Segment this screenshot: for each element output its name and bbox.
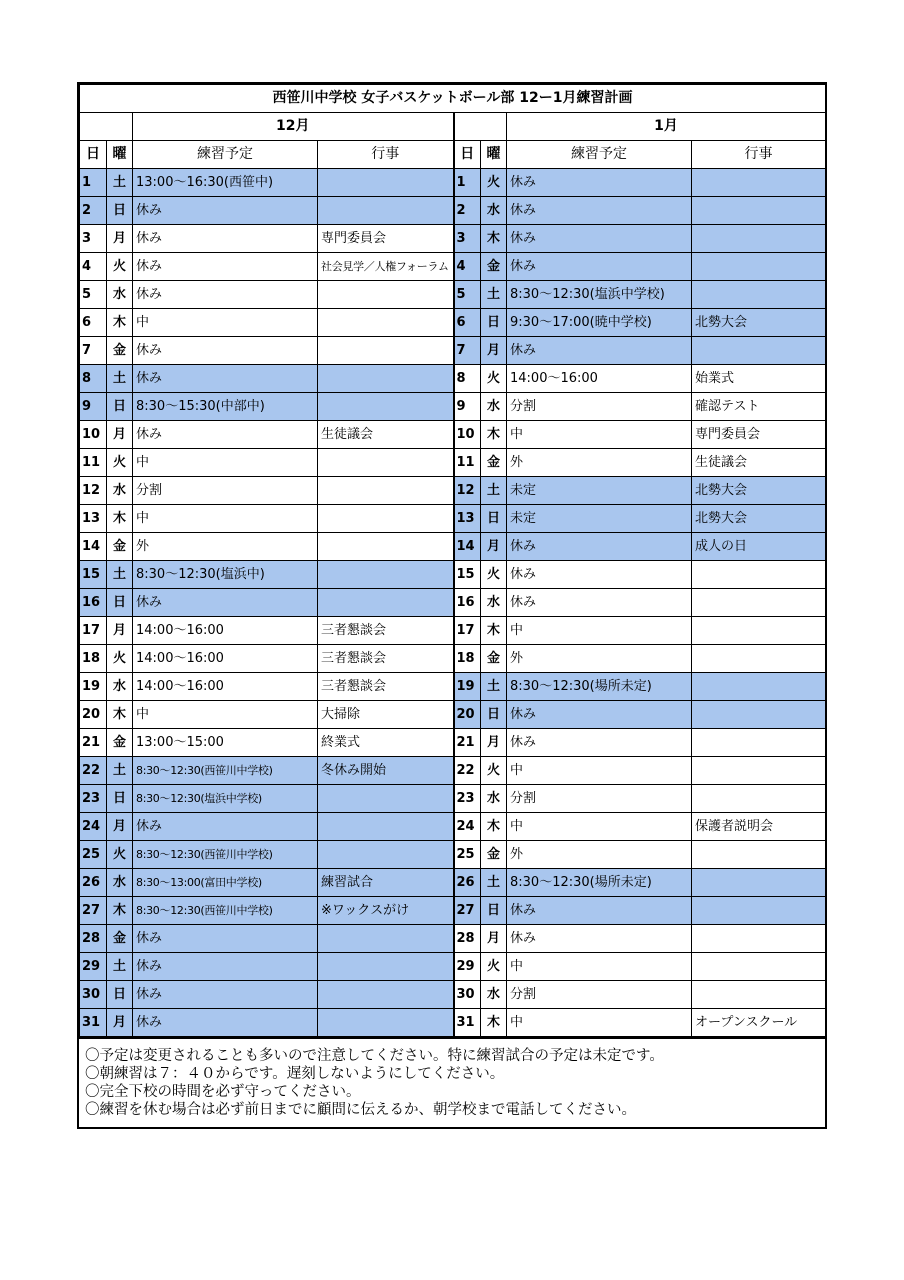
dec-practice-plan: 休み (133, 925, 318, 953)
dec-practice-plan: 中 (133, 505, 318, 533)
dec-practice-plan: 13:00～16:30(西笹中) (133, 169, 318, 197)
jan-practice-plan: 休み (507, 589, 692, 617)
jan-day: 11 (454, 449, 481, 477)
jan-day: 24 (454, 813, 481, 841)
jan-event (692, 729, 826, 757)
jan-practice-plan: 休み (507, 701, 692, 729)
jan-event (692, 701, 826, 729)
table-row (80, 841, 826, 869)
jan-weekday: 木 (481, 617, 507, 645)
dec-practice-plan: 外 (133, 533, 318, 561)
practice-schedule-sheet (77, 82, 827, 1129)
dec-day: 10 (80, 421, 107, 449)
jan-event (692, 785, 826, 813)
month-spacer (454, 113, 507, 141)
jan-event (692, 925, 826, 953)
dec-practice-plan: 分割 (133, 477, 318, 505)
jan-day: 5 (454, 281, 481, 309)
dec-event (318, 953, 454, 981)
dec-event (318, 1009, 454, 1037)
jan-day: 7 (454, 337, 481, 365)
note-line: 〇完全下校の時間を必ず守ってください。 (85, 1084, 361, 1100)
jan-practice-plan: 中 (507, 1009, 692, 1037)
jan-weekday: 土 (481, 281, 507, 309)
jan-event: オープンスクール (692, 1009, 826, 1037)
header-plan: 練習予定 (507, 141, 692, 169)
jan-weekday: 木 (481, 225, 507, 253)
jan-practice-plan: 8:30～12:30(塩浜中学校) (507, 281, 692, 309)
table-row (80, 477, 826, 505)
dec-weekday: 金 (107, 337, 133, 365)
dec-weekday: 日 (107, 393, 133, 421)
table-row (80, 701, 826, 729)
jan-weekday: 金 (481, 841, 507, 869)
dec-practice-plan: 8:30～12:30(西笹川中学校) (133, 897, 318, 925)
dec-weekday: 月 (107, 617, 133, 645)
jan-day: 12 (454, 477, 481, 505)
dec-event: 三者懇談会 (318, 645, 454, 673)
table-row (80, 925, 826, 953)
table-row (80, 953, 826, 981)
dec-weekday: 月 (107, 1009, 133, 1037)
dec-weekday: 土 (107, 953, 133, 981)
jan-practice-plan: 分割 (507, 981, 692, 1009)
dec-day: 30 (80, 981, 107, 1009)
jan-event (692, 841, 826, 869)
dec-weekday: 日 (107, 785, 133, 813)
dec-practice-plan: 8:30～12:30(西笹川中学校) (133, 757, 318, 785)
jan-practice-plan: 8:30～12:30(場所未定) (507, 869, 692, 897)
jan-day: 10 (454, 421, 481, 449)
jan-practice-plan: 休み (507, 197, 692, 225)
dec-event: 三者懇談会 (318, 617, 454, 645)
dec-practice-plan: 14:00～16:00 (133, 645, 318, 673)
jan-practice-plan: 未定 (507, 505, 692, 533)
dec-event (318, 365, 454, 393)
jan-practice-plan: 休み (507, 225, 692, 253)
dec-practice-plan: 休み (133, 337, 318, 365)
dec-weekday: 月 (107, 225, 133, 253)
jan-event (692, 897, 826, 925)
dec-event: 専門委員会 (318, 225, 454, 253)
dec-day: 31 (80, 1009, 107, 1037)
table-row (80, 673, 826, 701)
dec-day: 23 (80, 785, 107, 813)
jan-event (692, 617, 826, 645)
dec-practice-plan: 8:30～12:30(西笹川中学校) (133, 841, 318, 869)
dec-weekday: 月 (107, 813, 133, 841)
dec-weekday: 土 (107, 561, 133, 589)
jan-practice-plan: 休み (507, 925, 692, 953)
notes-section (79, 1037, 825, 1127)
jan-event (692, 337, 826, 365)
page-title: 西笹川中学校 女子バスケットボール部 12ー1月練習計画 (80, 85, 826, 113)
jan-weekday: 月 (481, 533, 507, 561)
jan-day: 19 (454, 673, 481, 701)
jan-event (692, 561, 826, 589)
dec-practice-plan: 休み (133, 365, 318, 393)
jan-event: 専門委員会 (692, 421, 826, 449)
dec-event: 終業式 (318, 729, 454, 757)
jan-event (692, 281, 826, 309)
dec-event (318, 561, 454, 589)
dec-event: 練習試合 (318, 869, 454, 897)
jan-practice-plan: 分割 (507, 393, 692, 421)
jan-weekday: 金 (481, 253, 507, 281)
dec-weekday: 土 (107, 757, 133, 785)
dec-day: 21 (80, 729, 107, 757)
jan-practice-plan: 分割 (507, 785, 692, 813)
jan-weekday: 水 (481, 589, 507, 617)
jan-practice-plan: 休み (507, 169, 692, 197)
table-row (80, 421, 826, 449)
dec-event: 大掃除 (318, 701, 454, 729)
dec-practice-plan: 休み (133, 1009, 318, 1037)
jan-event (692, 169, 826, 197)
header-plan: 練習予定 (133, 141, 318, 169)
jan-weekday: 土 (481, 477, 507, 505)
dec-day: 22 (80, 757, 107, 785)
jan-day: 1 (454, 169, 481, 197)
jan-weekday: 火 (481, 757, 507, 785)
table-row (80, 449, 826, 477)
dec-day: 26 (80, 869, 107, 897)
dec-weekday: 木 (107, 897, 133, 925)
dec-weekday: 水 (107, 477, 133, 505)
dec-weekday: 木 (107, 701, 133, 729)
dec-weekday: 金 (107, 533, 133, 561)
dec-day: 17 (80, 617, 107, 645)
dec-event (318, 981, 454, 1009)
jan-weekday: 火 (481, 365, 507, 393)
dec-day: 29 (80, 953, 107, 981)
jan-day: 28 (454, 925, 481, 953)
table-row (80, 309, 826, 337)
dec-day: 14 (80, 533, 107, 561)
table-row (80, 981, 826, 1009)
table-row (80, 281, 826, 309)
dec-weekday: 金 (107, 925, 133, 953)
dec-weekday: 火 (107, 841, 133, 869)
dec-day: 2 (80, 197, 107, 225)
month-december: 12月 (133, 113, 454, 141)
jan-weekday: 金 (481, 449, 507, 477)
dec-event: 冬休み開始 (318, 757, 454, 785)
dec-event (318, 589, 454, 617)
jan-weekday: 木 (481, 813, 507, 841)
jan-weekday: 日 (481, 309, 507, 337)
jan-weekday: 水 (481, 981, 507, 1009)
jan-day: 9 (454, 393, 481, 421)
dec-event (318, 813, 454, 841)
jan-weekday: 土 (481, 673, 507, 701)
dec-practice-plan: 休み (133, 981, 318, 1009)
dec-weekday: 金 (107, 729, 133, 757)
dec-practice-plan: 休み (133, 953, 318, 981)
jan-day: 27 (454, 897, 481, 925)
table-row (80, 729, 826, 757)
dec-weekday: 木 (107, 309, 133, 337)
jan-practice-plan: 休み (507, 729, 692, 757)
dec-practice-plan: 休み (133, 813, 318, 841)
header-dow: 曜 (107, 141, 133, 169)
dec-weekday: 水 (107, 673, 133, 701)
jan-practice-plan: 休み (507, 561, 692, 589)
dec-practice-plan: 中 (133, 309, 318, 337)
note-line: 〇朝練習は７：４０からです。遅刻しないようにしてください。 (85, 1066, 505, 1082)
jan-practice-plan: 14:00～16:00 (507, 365, 692, 393)
jan-practice-plan: 中 (507, 757, 692, 785)
jan-day: 16 (454, 589, 481, 617)
dec-practice-plan: 13:00～15:00 (133, 729, 318, 757)
jan-practice-plan: 8:30～12:30(場所未定) (507, 673, 692, 701)
jan-day: 21 (454, 729, 481, 757)
jan-practice-plan: 中 (507, 813, 692, 841)
jan-event: 保護者説明会 (692, 813, 826, 841)
jan-day: 26 (454, 869, 481, 897)
dec-practice-plan: 中 (133, 701, 318, 729)
dec-day: 25 (80, 841, 107, 869)
dec-practice-plan: 8:30～12:30(塩浜中) (133, 561, 318, 589)
dec-weekday: 月 (107, 421, 133, 449)
jan-event (692, 673, 826, 701)
jan-weekday: 火 (481, 953, 507, 981)
dec-weekday: 水 (107, 869, 133, 897)
jan-practice-plan: 休み (507, 253, 692, 281)
dec-practice-plan: 休み (133, 421, 318, 449)
jan-event (692, 869, 826, 897)
dec-event (318, 281, 454, 309)
jan-day: 15 (454, 561, 481, 589)
dec-practice-plan: 8:30～12:30(塩浜中学校) (133, 785, 318, 813)
jan-practice-plan: 外 (507, 841, 692, 869)
dec-weekday: 日 (107, 981, 133, 1009)
jan-day: 23 (454, 785, 481, 813)
dec-event (318, 841, 454, 869)
jan-event: 生徒議会 (692, 449, 826, 477)
jan-event (692, 953, 826, 981)
table-row (80, 533, 826, 561)
jan-practice-plan: 外 (507, 645, 692, 673)
dec-day: 1 (80, 169, 107, 197)
table-row (80, 589, 826, 617)
jan-day: 6 (454, 309, 481, 337)
dec-day: 27 (80, 897, 107, 925)
jan-day: 8 (454, 365, 481, 393)
jan-weekday: 木 (481, 421, 507, 449)
jan-day: 22 (454, 757, 481, 785)
table-row (80, 813, 826, 841)
dec-event: ※ワックスがけ (318, 897, 454, 925)
jan-event: 北勢大会 (692, 309, 826, 337)
dec-event (318, 785, 454, 813)
dec-weekday: 火 (107, 645, 133, 673)
dec-weekday: 日 (107, 589, 133, 617)
dec-day: 19 (80, 673, 107, 701)
dec-weekday: 木 (107, 505, 133, 533)
header-event: 行事 (318, 141, 454, 169)
dec-event (318, 505, 454, 533)
jan-event (692, 981, 826, 1009)
jan-event (692, 197, 826, 225)
dec-event (318, 477, 454, 505)
dec-practice-plan: 休み (133, 589, 318, 617)
dec-day: 4 (80, 253, 107, 281)
jan-event (692, 589, 826, 617)
table-row (80, 561, 826, 589)
dec-event (318, 337, 454, 365)
dec-day: 13 (80, 505, 107, 533)
table-row (80, 253, 826, 281)
dec-day: 15 (80, 561, 107, 589)
jan-weekday: 月 (481, 925, 507, 953)
dec-day: 24 (80, 813, 107, 841)
dec-day: 18 (80, 645, 107, 673)
dec-day: 7 (80, 337, 107, 365)
table-row (80, 1009, 826, 1037)
jan-event (692, 757, 826, 785)
dec-practice-plan: 休み (133, 225, 318, 253)
jan-day: 31 (454, 1009, 481, 1037)
table-row (80, 337, 826, 365)
schedule-table (79, 84, 826, 1037)
jan-day: 4 (454, 253, 481, 281)
jan-day: 25 (454, 841, 481, 869)
jan-weekday: 日 (481, 897, 507, 925)
jan-weekday: 金 (481, 645, 507, 673)
table-row (80, 785, 826, 813)
jan-day: 20 (454, 701, 481, 729)
dec-event: 社会見学／人権フォーラム (318, 253, 454, 281)
jan-day: 18 (454, 645, 481, 673)
dec-event (318, 449, 454, 477)
jan-weekday: 月 (481, 337, 507, 365)
jan-weekday: 水 (481, 393, 507, 421)
dec-practice-plan: 8:30～15:30(中部中) (133, 393, 318, 421)
dec-event (318, 309, 454, 337)
dec-day: 11 (80, 449, 107, 477)
table-row (80, 505, 826, 533)
dec-day: 16 (80, 589, 107, 617)
table-row (80, 365, 826, 393)
jan-event: 北勢大会 (692, 505, 826, 533)
jan-day: 17 (454, 617, 481, 645)
dec-event (318, 533, 454, 561)
dec-weekday: 火 (107, 253, 133, 281)
jan-event: 始業式 (692, 365, 826, 393)
dec-practice-plan: 8:30～13:00(富田中学校) (133, 869, 318, 897)
dec-event (318, 393, 454, 421)
jan-weekday: 日 (481, 505, 507, 533)
jan-weekday: 日 (481, 701, 507, 729)
jan-event: 成人の日 (692, 533, 826, 561)
table-row (80, 869, 826, 897)
jan-practice-plan: 中 (507, 617, 692, 645)
jan-practice-plan: 休み (507, 533, 692, 561)
table-row (80, 197, 826, 225)
jan-day: 2 (454, 197, 481, 225)
jan-event (692, 645, 826, 673)
jan-practice-plan: 休み (507, 897, 692, 925)
jan-practice-plan: 中 (507, 953, 692, 981)
dec-practice-plan: 休み (133, 281, 318, 309)
jan-event: 北勢大会 (692, 477, 826, 505)
dec-weekday: 土 (107, 365, 133, 393)
dec-day: 8 (80, 365, 107, 393)
jan-weekday: 火 (481, 561, 507, 589)
jan-practice-plan: 中 (507, 421, 692, 449)
header-dow: 曜 (481, 141, 507, 169)
dec-day: 12 (80, 477, 107, 505)
dec-practice-plan: 14:00～16:00 (133, 617, 318, 645)
jan-weekday: 水 (481, 197, 507, 225)
jan-day: 14 (454, 533, 481, 561)
header-day: 日 (454, 141, 481, 169)
dec-event (318, 925, 454, 953)
table-row (80, 617, 826, 645)
table-row (80, 225, 826, 253)
jan-weekday: 土 (481, 869, 507, 897)
dec-practice-plan: 中 (133, 449, 318, 477)
table-row (80, 169, 826, 197)
dec-weekday: 水 (107, 281, 133, 309)
jan-weekday: 水 (481, 785, 507, 813)
dec-day: 3 (80, 225, 107, 253)
dec-event (318, 197, 454, 225)
dec-event (318, 169, 454, 197)
jan-event: 確認テスト (692, 393, 826, 421)
table-row (80, 645, 826, 673)
jan-day: 29 (454, 953, 481, 981)
header-event: 行事 (692, 141, 826, 169)
month-january: 1月 (507, 113, 826, 141)
jan-practice-plan: 外 (507, 449, 692, 477)
dec-weekday: 土 (107, 169, 133, 197)
header-day: 日 (80, 141, 107, 169)
dec-day: 9 (80, 393, 107, 421)
table-row (80, 757, 826, 785)
note-line: 〇練習を休む場合は必ず前日までに顧問に伝えるか、朝学校まで電話してください。 (85, 1102, 636, 1118)
month-spacer (80, 113, 133, 141)
jan-weekday: 木 (481, 1009, 507, 1037)
jan-day: 30 (454, 981, 481, 1009)
dec-practice-plan: 14:00～16:00 (133, 673, 318, 701)
jan-day: 3 (454, 225, 481, 253)
table-row (80, 393, 826, 421)
dec-day: 6 (80, 309, 107, 337)
jan-weekday: 火 (481, 169, 507, 197)
dec-day: 5 (80, 281, 107, 309)
jan-event (692, 225, 826, 253)
note-line: 〇予定は変更されることも多いので注意してください。特に練習試合の予定は未定です。 (85, 1048, 664, 1064)
jan-practice-plan: 未定 (507, 477, 692, 505)
jan-day: 13 (454, 505, 481, 533)
dec-event: 三者懇談会 (318, 673, 454, 701)
dec-day: 28 (80, 925, 107, 953)
dec-practice-plan: 休み (133, 197, 318, 225)
jan-practice-plan: 休み (507, 337, 692, 365)
dec-practice-plan: 休み (133, 253, 318, 281)
dec-weekday: 日 (107, 197, 133, 225)
table-row (80, 897, 826, 925)
jan-practice-plan: 9:30～17:00(暁中学校) (507, 309, 692, 337)
dec-weekday: 火 (107, 449, 133, 477)
dec-event: 生徒議会 (318, 421, 454, 449)
dec-day: 20 (80, 701, 107, 729)
jan-weekday: 月 (481, 729, 507, 757)
jan-event (692, 253, 826, 281)
